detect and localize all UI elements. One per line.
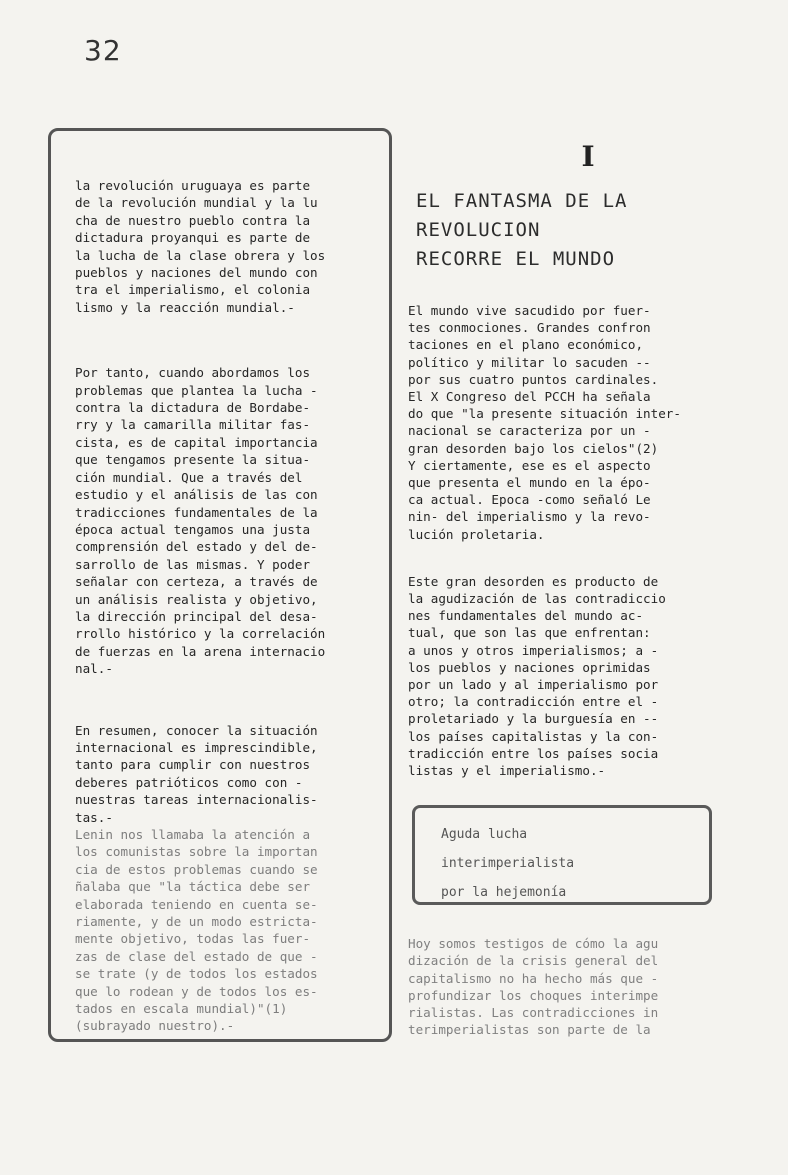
page-number: 32 [84, 34, 122, 67]
section-heading: EL FANTASMA DE LA REVOLUCION RECORRE EL MUNDO [416, 190, 628, 270]
left-paragraph-2: Por tanto, cuando abordamos los problemas que plantea la lucha - contra la dictadura de Bordabe- rry y la camarilla militar fas- cista, es de capital importancia que tengamos presente la situa- ción mundial. Que a través del estudio y el análisis de las con tradicciones fundamentales de la época actual tengamos una justa comprensión del estado y del de- sarrollo de las mismas. Y poder señalar con certeza, a través de un análisis realista y objetivo, la dirección principal del desa- rrollo histórico y la correlación de fuerzas en la arena internacio nal.- [75, 365, 326, 677]
left-paragraph-3: En resumen, conocer la situación internacional es imprescindible, tanto para cumplir con nuestros deberes patrióticos como con - nuestras tareas internacionalis- tas.- [75, 722, 318, 825]
right-paragraph-2: Este gran desorden es producto de la agudización de las contradiccio nes fundamentales del mundo ac- tual, que son las que enfrentan: a unos y otros imperialismos; a - los pueblos y naciones oprimidas por un lado y al imperialismo por otro; la contradicción entre el - proletariado y la burguesía en -- los países capitalistas y la con- tradicción entre los países socia listas y el imperialismo.- [408, 573, 666, 779]
pull-quote-box [412, 805, 712, 905]
right-paragraph-3: Hoy somos testigos de cómo la agu dización de la crisis general del capitalismo no ha hecho más que - profundizar los choques interimpe rialistas. Las contradicciones in terimperialistas son parte de la [408, 936, 659, 1038]
pull-quote-line-2: interimperialista [441, 856, 575, 872]
right-paragraph-1: El mundo vive sacudido por fuer- tes conmociones. Grandes confron taciones en el plano económico, político y militar lo sacuden -- por sus cuatro puntos cardinales. El X Congreso del PCCH ha señala do que "la presente situación inter- nacional se caracteriza por un - gran desorden bajo los cielos"(2) Y ciertamente, ese es el aspecto que presenta el mundo en la épo- ca actual. Epoca -como señaló Le nin- del imperialismo y la revo- lución proletaria. [408, 303, 681, 542]
left-paragraph-4: Lenin nos llamaba la atención a los comunistas sobre la importan cia de estos problemas cuando se ñalaba que "la táctica debe ser elaborada teniendo en cuenta se- riamente, y de un modo estricta- mente objetivo, todas las fuer- zas de clase del estado de que - se trate (y de todos los estados que lo rodean y de todos los es- tados en escala mundial)"(1) (subrayado nuestro).- [75, 827, 318, 1034]
section-numeral: I [581, 140, 595, 173]
left-paragraph-1: la revolución uruguaya es parte de la revolución mundial y la lu cha de nuestro pueblo contra la dictadura proyanqui es parte de la lucha de la clase obrera y los pueblos y naciones del mundo con tra el imperialismo, el colonia lismo y la reacción mundial.- [75, 178, 326, 315]
pull-quote-line-3: por la hejemonía [441, 885, 567, 901]
pull-quote-line-1: Aguda lucha [441, 827, 528, 843]
right-column [408, 140, 708, 1039]
left-column-box [48, 128, 392, 1042]
